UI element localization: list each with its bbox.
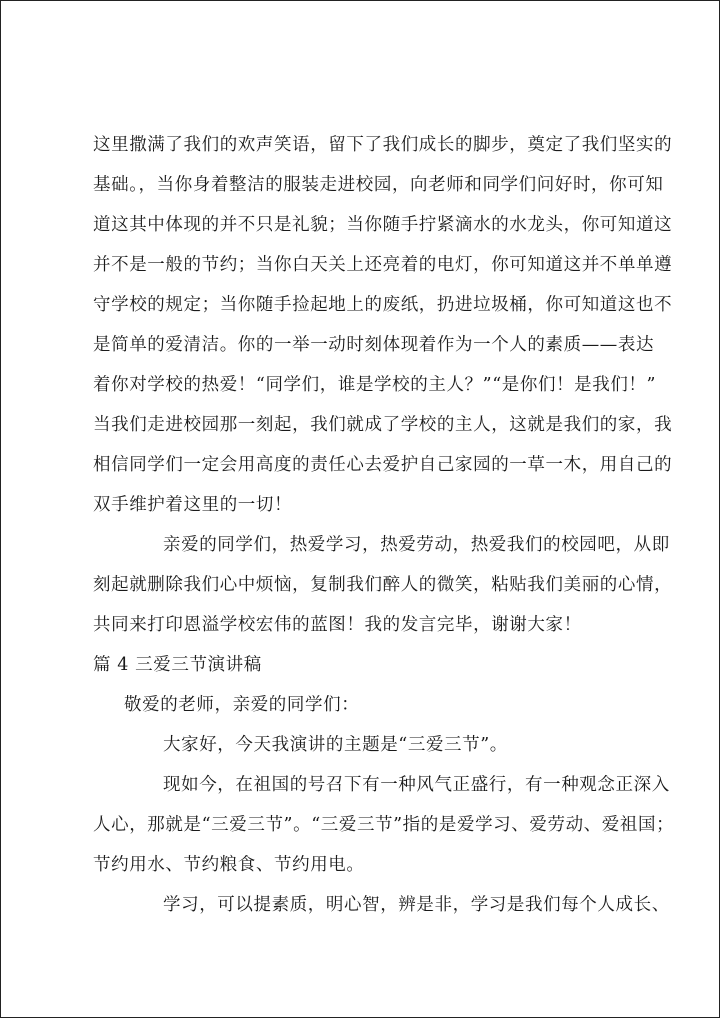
text-line: 节约用水、节约粮食、节约用电。 xyxy=(93,855,365,875)
text-line: 守学校的规定；当你随手捡起地上的废纸，扔进垃圾桶，你可知道这也不 xyxy=(93,295,673,315)
paragraph-first-line: 现如今，在祖国的号召下有一种风气正盛行，有一种观念正深入 xyxy=(163,775,670,795)
text-line: 着你对学校的热爱！“同学们，谁是学校的主人？”“是你们！是我们！” xyxy=(93,375,657,395)
section-heading: 篇 4 三爱三节演讲稿 xyxy=(93,655,262,675)
text-line: 道这其中体现的并不只是礼貌；当你随手拧紧滴水的水龙头，你可知道这 xyxy=(93,215,673,235)
text-line: 刻起就删除我们心中烦恼，复制我们醉人的微笑，粘贴我们美丽的心情， xyxy=(93,575,673,595)
text-line: 当我们走进校园那一刻起，我们就成了学校的主人，这就是我们的家，我 xyxy=(93,415,673,435)
text-line: 是简单的爱清洁。你的一举一动时刻体现着作为一个人的素质——表达 xyxy=(93,335,655,355)
paragraph-first-line: 大家好，今天我演讲的主题是“三爱三节”。 xyxy=(163,735,508,755)
text-line: 双手维护着这里的一切！ xyxy=(93,495,293,515)
text-line: 人心，那就是“三爱三节”。“三爱三节”指的是爱学习、爱劳动、爱祖国； xyxy=(93,815,675,835)
text-line: 共同来打印恩溢学校宏伟的蓝图！我的发言完毕，谢谢大家！ xyxy=(93,615,582,635)
paragraph-first-line: 亲爱的同学们，热爱学习，热爱劳动，热爱我们的校园吧，从即 xyxy=(163,535,670,555)
paragraph-first-line: 学习，可以提素质，明心智，辨是非，学习是我们每个人成长、 xyxy=(163,895,670,915)
text-line: 并不是一般的节约；当你白天关上还亮着的电灯，你可知道这并不单单遵 xyxy=(93,255,673,275)
text-line: 基础。，当你身着整洁的服装走进校园，向老师和同学们问好时，你可知 xyxy=(93,175,664,195)
salutation: 敬爱的老师，亲爱的同学们： xyxy=(124,695,360,715)
document-body xyxy=(93,125,675,925)
text-line: 相信同学们一定会用高度的责任心去爱护自己家园的一草一木，用自己的 xyxy=(93,455,673,475)
text-line: 这里撒满了我们的欢声笑语，留下了我们成长的脚步，奠定了我们坚实的 xyxy=(93,135,673,155)
